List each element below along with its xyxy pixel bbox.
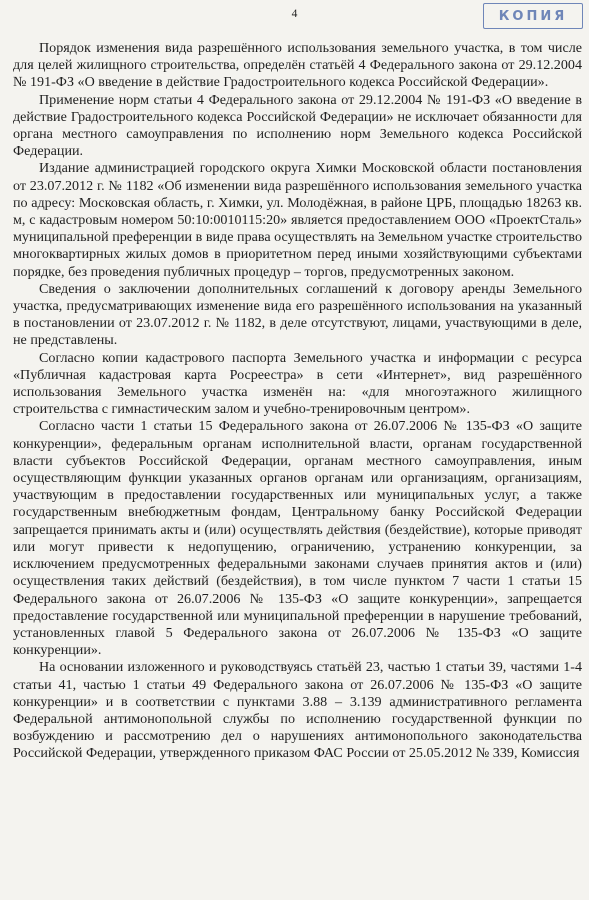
paragraph: Сведения о заключении дополнительных соглашений к договору аренды Земельного участка, предусматривающих изменение вида его разрешённого использования на указанный в постановлении от 23.07.2012 г. № 1182, в деле отсутствуют, лицами, участвующими в деле, не представлены. <box>13 280 582 349</box>
paragraph: Согласно части 1 статьи 15 Федерального закона от 26.07.2006 № 135-ФЗ «О защите конкуренции», федеральным органам исполнительной власти, органам государственной власти субъектов Российской Федерации, органам местного самоуправления, иным осуществляющим функции указанных органов органам или организациям, организациям, участвующим в предоставлении государственных или муниципальных услуг, а также государственным внебюджетным фондам, Центральному банку Российской Федерации запрещается принимать акты и (или) осуществлять действия (бездействие), которые приводят или могут привести к недопущению, ограничению, устранению конкуренции, за исключением предусмотренных федеральными законами случаев принятия актов и (или) осуществления таких действий (бездействия), в том числе пунктом 7 части 1 статьи 15 Федерального закона от 26.07.2006 № 135-ФЗ «О защите конкуренции», запрещается предоставление государственной или муниципальной преференции в нарушение требований, установленных главой 5 Федерального закона от 26.07.2006 № 135-ФЗ «О защите конкуренции». <box>13 418 582 659</box>
paragraph: Применение норм статьи 4 Федерального закона от 29.12.2004 № 191-ФЗ «О введение в действие Градостроительного кодекса Российской Федерации» не исключает обязанности для органа местного самоуправления по исполнению норм Земельного кодекса Российской Федерации. <box>13 91 582 160</box>
document-body <box>13 40 582 763</box>
paragraph: Согласно копии кадастрового паспорта Земельного участка и информации с ресурса «Публичная кадастровая карта Росреестра» в сети «Интернет», вид разрешённого использования Земельного участка изменён на: «для многоэтажного жилищного строительства с гимнастическим залом и учебно-тренировочным центром». <box>13 349 582 418</box>
paragraph: Порядок изменения вида разрешённого использования земельного участка, в том числе для целей жилищного строительства, определён статьёй 4 Федерального закона от 29.12.2004 № 191-ФЗ «О введение в действие Градостроительного кодекса Российской Федерации». <box>13 40 582 91</box>
paragraph: На основании изложенного и руководствуясь статьёй 23, частью 1 статьи 39, частями 1-4 статьи 41, частью 1 статьи 49 Федерального закона от 26.07.2006 № 135-ФЗ «О защите конкуренции» и в соответствии с пунктами 3.88 – 3.139 административного регламента Федеральной антимонопольной службы по исполнению государственной функции по возбуждению и рассмотрению дел о нарушениях антимонопольного законодательства Российской Федерации, утвержденного приказом ФАС России от 25.05.2012 № 339, Комиссия <box>13 659 582 762</box>
copy-stamp: КОПИЯ <box>483 3 583 29</box>
paragraph: Издание администрацией городского округа Химки Московской области постановления от 23.07.2012 г. № 1182 «Об изменении вида разрешённого использования земельного участка по адресу: Московская область, г. Химки, ул. Молодёжная, в районе ЦРБ, площадью 18263 кв. м, с кадастровым номером 50:10:0010115:20» является предоставлением ООО «ПроектСталь» муниципальной преференции в виде права осуществлять на Земельном участке строительство многоквартирных жилых домов в приоритетном перед иными хозяйствующими субъектами порядке, без проведения публичных процедур – торгов, предусмотренных законом. <box>13 160 582 280</box>
page-number: 4 <box>291 8 298 20</box>
